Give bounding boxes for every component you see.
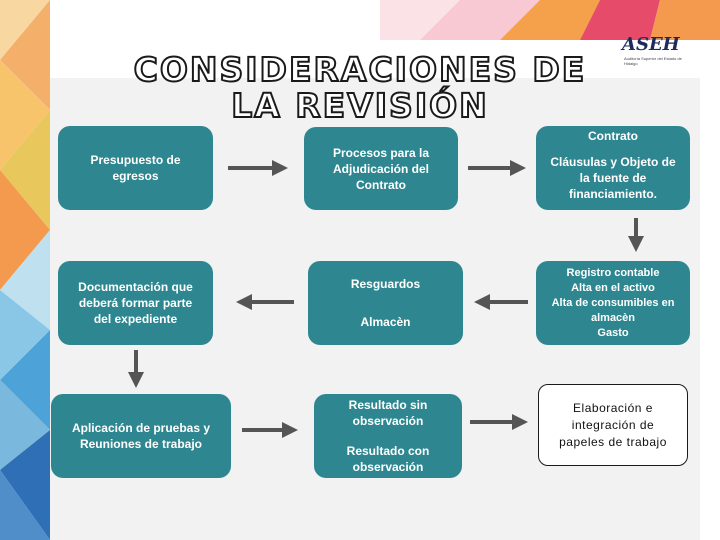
box-resguardos	[308, 261, 463, 345]
box-documentacion	[58, 261, 213, 345]
box-procesos	[304, 127, 458, 210]
box-resultado-con-text: Resultado con observación	[346, 444, 430, 474]
box-almacen-text: Almacèn	[360, 315, 411, 329]
box-presupuesto	[58, 126, 213, 210]
box-elaboracion-text: Elaboración e integración de papeles de trabajo	[559, 400, 667, 449]
box-presupuesto-text: Presupuesto de egresos	[90, 153, 181, 183]
box-resguardos-text: Resguardos	[350, 277, 421, 291]
box-aplicacion	[51, 394, 231, 478]
logo-text: ASEH	[622, 34, 680, 55]
box-contrato	[536, 126, 690, 210]
box-procesos-text: Procesos para la Adjudicación del Contrato	[332, 145, 430, 192]
box-contrato-header: Contrato	[588, 129, 638, 143]
page-title: CONSIDERACIONES DE LA REVISIÓN	[133, 50, 587, 125]
box-contrato-body: Cláusulas y Objeto de la fuente de financiamiento.	[550, 155, 676, 201]
box-elaboracion	[538, 384, 688, 466]
box-resultado	[314, 394, 462, 478]
box-registro	[536, 261, 690, 345]
box-resultado-sin-text: Resultado sin observación	[348, 398, 428, 428]
box-registro-text: Registro contable Alta en el activo Alta de consumibles en almacèn Gasto	[551, 266, 675, 339]
box-aplicacion-text: Aplicación de pruebas y Reuniones de trabajo	[71, 421, 211, 451]
logo-subtext: Auditoría Superior del Estado de Hidalgo	[624, 56, 682, 66]
box-documentacion-text: Documentación que deberá formar parte del expediente	[78, 280, 193, 326]
